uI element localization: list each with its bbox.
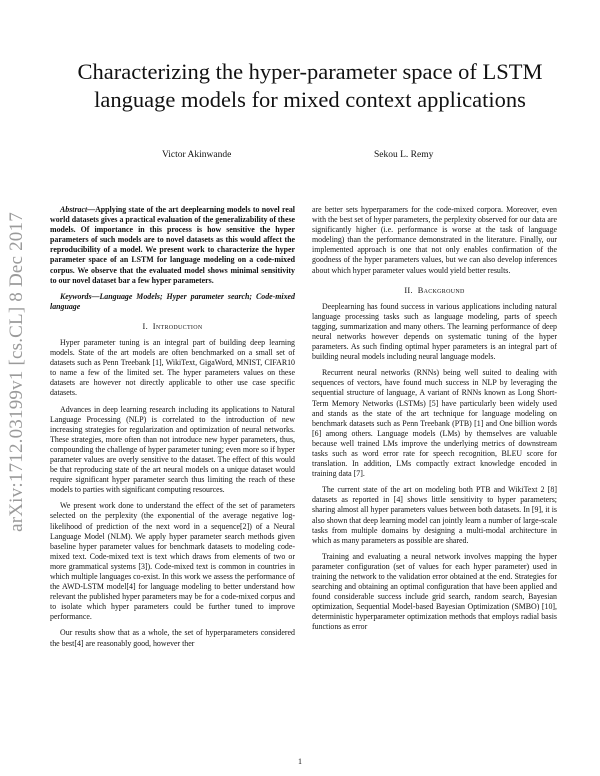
right-column <box>312 205 557 639</box>
arxiv-stamp-text: arXiv:1712.03199v1 [cs.CL] 8 Dec 2017 <box>6 212 28 532</box>
paragraph: Recurrent neural networks (RNNs) being well suited to dealing with sequences of vectors, have found much success in NLP by leveraging the sequential structure of language, A variant of RNNs known as Long Short-Term Memory Networks (LSTMs) [5] have particularly been widely used and stands as the state of the art technique for language modeling on benchmark datasets such as Penn Treebank (PTB) [1] and One billion words [6] among others. Language models (LMs) by themselves are valuable because well trained LMs improve the underlying metrics of downstream tasks such as word error rate for speech recognition, BLEU score for translation. In addition, LMs compactly extract knowledge encoded in training data [7]. <box>312 368 557 479</box>
paragraph: We present work done to understand the effect of the set of parameters selected on the perplexity (the exponential of the average negative log-likelihood of prediction of the next word in a sequence[2]) of a Neural Language Model (NLM). We apply hyper parameter search methods given baseline hyper parameter values for benchmark datasets to modeling code-mixed text. Code-mixed text is text which draws from elements of two or more grammatical systems [3]). Code-mixed text is common in countries in which multiple languages co-exist. In this work we assess the performance of the AWD-LSTM model[4] for language modeling to better understand how relevant the published hyper parameters may be for a code-mixed corpus and to isolate which hyper parameters could be further tuned to improve performance. <box>50 501 295 622</box>
paragraph: Advances in deep learning research including its applications to Natural Language Processing (NLP) is correlated to the introduction of new increasing strategies for regularization and optimization of neural networks. These strategies, more often than not introduce new hyper parameters, thus, compounding the challenge of hyper parameter tuning; even more so if hyper parameter values are overly sensitive to the dataset. The effect of this would be that reproducing state of the art neural models on a unique dataset would require significant hyper parameter search thus limiting the reach of these models to parties with significant computing resources. <box>50 404 295 495</box>
arxiv-stamp <box>6 192 28 552</box>
abstract-text: —Applying state of the art deeplearning models to novel real world datasets gives a practical evaluation of the generalizability of these models. Of importance in this process is how sensitive the hyper parameters of such models are to novel datasets as this would affect the reproducibility of a model. We present work to characterize the hyper parameter space of an LSTM for language modeling on a code-mixed corpus. We observe that the evaluated model shows minimal sensitivity to our novel dataset bar a few hyper parameters. <box>50 205 296 285</box>
keywords <box>50 292 295 312</box>
author-2: Sekou L. Remy <box>374 150 434 160</box>
paragraph: Deeplearning has found success in various applications including natural language processing tasks such as language modeling, parts of speech tagging, summarization and many others. The learning performance of deep neural networks however depends on systematic tuning of the hyper parameters. As such finding optimal hyper parameters is an integral part of building neural models including neural language models. <box>312 301 557 362</box>
paper-title: Characterizing the hyper-parameter space of LSTM language models for mixed context applications <box>77 59 543 112</box>
section-heading-background <box>312 286 557 295</box>
section-heading-introduction <box>50 322 295 331</box>
paragraph: Training and evaluating a neural network involves mapping the hyper parameter configuration (set of values for each hyper parameter) used in training the network to the validation error obtained at the end. Strategies for searching and obtaining an optimal configuration that have been applied and found considerable success include grid search, random search, Bayesian optimization, Sequential Model-based Bayesian Optimization (SMBO) [10], deterministic hyperparameter optimization methods that employs radial basis functions as error <box>312 551 557 632</box>
section-title: Background <box>417 285 465 295</box>
section-number: I. <box>142 321 148 331</box>
paragraph: The current state of the art on modeling both PTB and WikiText 2 [8] datasets as reported in [4] shows little sensitivity to hyper parameters; sharing almost all hyper parameters values between both datasets. In [9], it is also shown that deep learning model can jointly learn a number of large-scale tasks from multiple domains by designing a multi-modal architecture in which as many parameters as possible are shared. <box>312 485 557 545</box>
left-column <box>50 205 295 655</box>
abstract-label: Abstract <box>60 205 88 214</box>
keywords-text: —Language Models; Hyper parameter search; Code-mixed language <box>50 291 295 311</box>
paragraph: are better sets hyperparamers for the code-mixed corpora. Moreover, even with the best set of hyper parameters, the perplexity observed for our data are significantly higher (i.e. performance is worse at the task of language modeling) than the performance demonstrated in the literature. Finally, our implemented approach is one that not only enables confirmation of the goodness of the hyper parameters values, but we can also develop inferences about which hyper parameter values would yield better results. <box>312 205 557 275</box>
paragraph: Hyper parameter tuning is an integral part of building deep learning models. State of the art models are often benchmarked on a small set of datasets such as Penn Treebank [1], WikiText, GigaWord, MNIST, CIFAR10 to name a few of the limited set. The hyper parameters values on these datasets are however not directly applicable to other use case specific datasets. <box>50 337 295 398</box>
page-number: 1 <box>298 757 302 766</box>
keywords-label: Keywords <box>60 291 92 301</box>
abstract <box>50 205 295 286</box>
paragraph: Our results show that as a whole, the set of hyperparameters considered the best[4] are reasonably good, however ther <box>50 628 295 648</box>
section-title: Introduction <box>152 321 203 331</box>
section-number: II. <box>404 285 413 295</box>
author-1: Victor Akinwande <box>162 150 232 160</box>
